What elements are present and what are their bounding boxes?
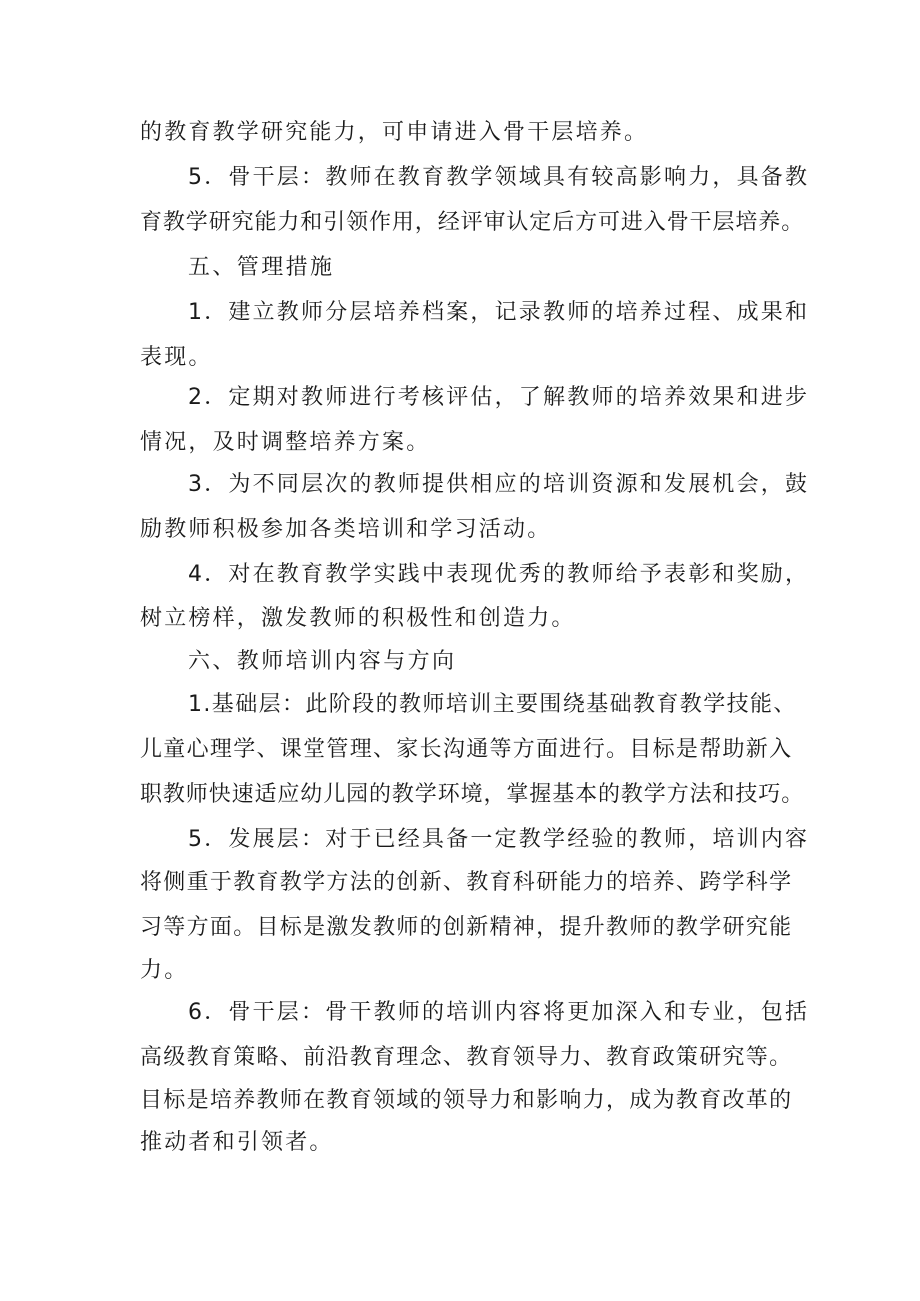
text-line: 力。 <box>140 958 189 983</box>
text-line: 目标是培养教师在教育领域的领导力和影响力，成为教育改革的 <box>140 1088 793 1113</box>
section-heading: 五、管理措施 <box>188 255 335 280</box>
text-line: 1．建立教师分层培养档案，记录教师的培养过程、成果和 <box>188 300 810 325</box>
text-line: 习等方面。目标是激发教师的创新精神，提升教师的教学研究能 <box>140 915 793 940</box>
text-line: 4．对在教育教学实践中表现优秀的教师给予表彰和奖励， <box>188 562 810 587</box>
text-line: 5．发展层：对于已经具备一定教学经验的教师，培训内容 <box>188 827 810 852</box>
text-line: 树立榜样，激发教师的积极性和创造力。 <box>140 606 576 631</box>
text-line: 5．骨干层：教师在教育教学领域具有较高影响力，具备教 <box>188 165 810 190</box>
text-line: 3．为不同层次的教师提供相应的培训资源和发展机会，鼓 <box>188 472 810 497</box>
text-line: 的教育教学研究能力，可申请进入骨干层培养。 <box>140 120 649 145</box>
text-line: 表现。 <box>140 345 213 370</box>
text-line: 职教师快速适应幼儿园的教学环境，掌握基本的教学方法和技巧。 <box>140 782 805 807</box>
text-line: 励教师积极参加各类培训和学习活动。 <box>140 517 552 542</box>
text-line: 1.基础层：此阶段的教师培训主要围绕基础教育教学技能、 <box>188 692 797 717</box>
text-line: 情况，及时调整培养方案。 <box>140 430 431 455</box>
text-line: 6．骨干层：骨干教师的培训内容将更加深入和专业，包括 <box>188 1000 810 1025</box>
text-line: 推动者和引领者。 <box>140 1130 334 1155</box>
text-line: 育教学研究能力和引领作用，经评审认定后方可进入骨干层培养。 <box>140 210 805 235</box>
text-line: 2．定期对教师进行考核评估，了解教师的培养效果和进步 <box>188 385 810 410</box>
section-heading: 六、教师培训内容与方向 <box>188 649 457 674</box>
text-line: 将侧重于教育教学方法的创新、教育科研能力的培养、跨学科学 <box>140 870 793 895</box>
text-line: 高级教育策略、前沿教育理念、教育领导力、教育政策研究等。 <box>140 1045 793 1070</box>
text-line: 儿童心理学、课堂管理、家长沟通等方面进行。目标是帮助新入 <box>140 737 793 762</box>
